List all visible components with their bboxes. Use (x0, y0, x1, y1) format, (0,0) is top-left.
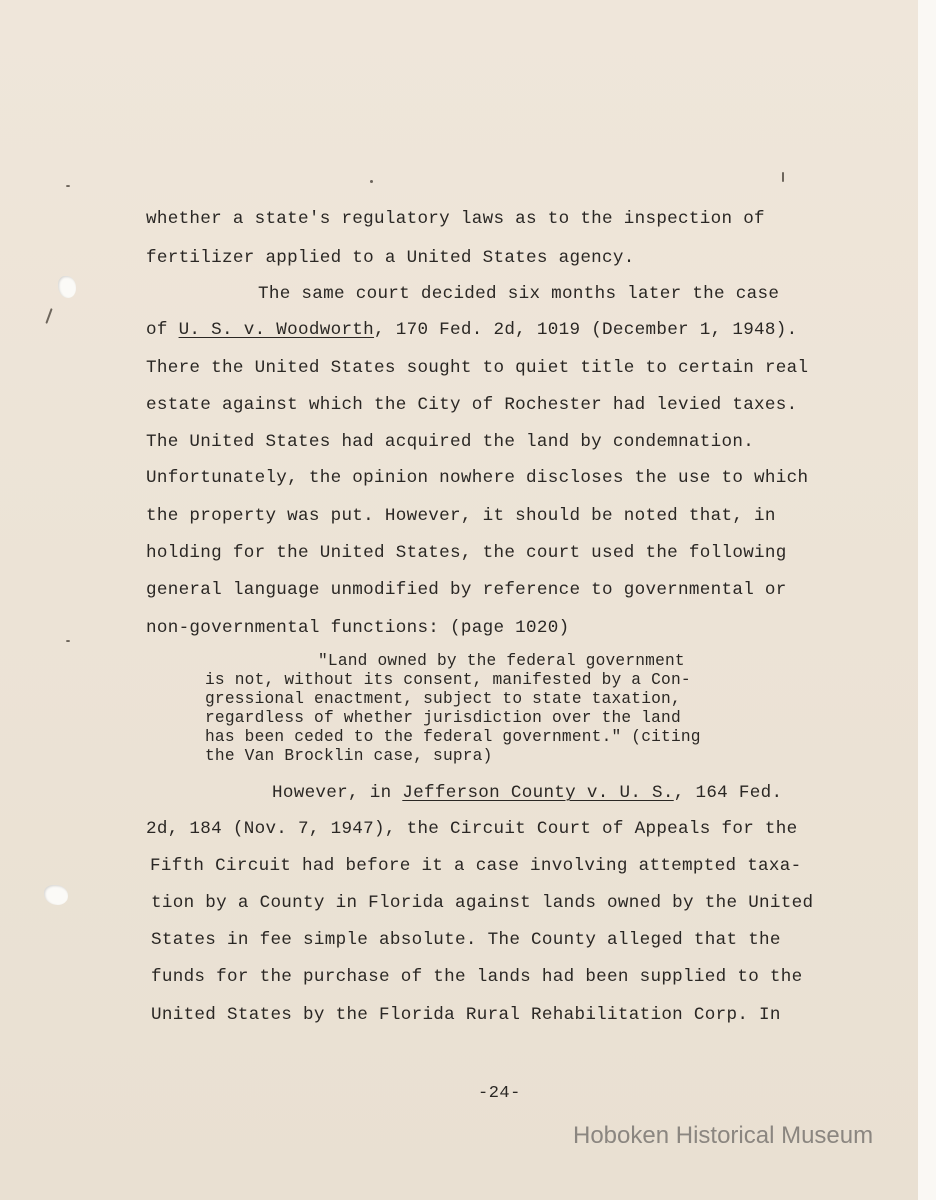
body-line-12: non-governmental functions: (page 1020) (146, 618, 570, 638)
woodworth-prefix: of (146, 320, 179, 340)
body-line-3: The same court decided six months later the case (258, 284, 780, 304)
body-line-9: the property was put. However, it should be noted that, in (146, 506, 776, 526)
paper-speck (66, 640, 70, 642)
body-line-2: fertilizer applied to a United States agency. (146, 248, 635, 268)
body-line-jefferson (272, 782, 782, 804)
body-line-19: United States by the Florida Rural Rehabilitation Corp. In (151, 1005, 781, 1025)
punch-hole-bottom (44, 885, 68, 905)
body-line-17: States in fee simple absolute. The County alleged that the (151, 930, 781, 950)
quote-line-2: is not, without its consent, manifested by a Con- (205, 671, 691, 689)
paper-speck (45, 308, 52, 324)
body-line-5: There the United States sought to quiet title to certain real (146, 358, 809, 378)
quote-line-5: has been ceded to the federal government." (citing (205, 728, 701, 746)
body-line-6: estate against which the City of Rochester had levied taxes. (146, 395, 798, 415)
body-line-7: The United States had acquired the land by condemnation. (146, 432, 755, 452)
body-line-18: funds for the purchase of the lands had been supplied to the (151, 967, 803, 987)
quote-line-3: gressional enactment, subject to state taxation, (205, 690, 681, 708)
case-name-jefferson: Jefferson County v. U. S. (402, 783, 674, 803)
paper-speck (370, 180, 373, 183)
paper-speck (66, 185, 70, 187)
quote-line-6: the Van Brocklin case, supra) (205, 747, 493, 765)
jefferson-prefix: However, in (272, 783, 403, 803)
punch-hole-top (58, 276, 76, 298)
case-name-woodworth: U. S. v. Woodworth (178, 320, 375, 340)
body-line-8: Unfortunately, the opinion nowhere discloses the use to which (146, 468, 809, 488)
body-line-woodworth (146, 319, 798, 341)
watermark-text: Hoboken Historical Museum (573, 1122, 874, 1149)
quote-line-4: regardless of whether jurisdiction over the land (205, 709, 681, 727)
jefferson-suffix: , 164 Fed. (673, 783, 783, 803)
body-line-15: Fifth Circuit had before it a case involving attempted taxa- (150, 856, 802, 876)
body-line-11: general language unmodified by reference to governmental or (146, 580, 787, 600)
body-line-14: 2d, 184 (Nov. 7, 1947), the Circuit Court of Appeals for the (146, 819, 798, 839)
woodworth-suffix: , 170 Fed. 2d, 1019 (December 1, 1948). (374, 320, 798, 340)
paper-speck (782, 172, 784, 182)
quote-line-1: "Land owned by the federal government (318, 652, 685, 670)
body-line-1: whether a state's regulatory laws as to the inspection of (146, 209, 765, 229)
page-number: -24- (478, 1084, 521, 1103)
page-edge (918, 0, 936, 1200)
body-line-10: holding for the United States, the court used the following (146, 543, 787, 563)
body-line-16: tion by a County in Florida against lands owned by the United (151, 893, 814, 913)
